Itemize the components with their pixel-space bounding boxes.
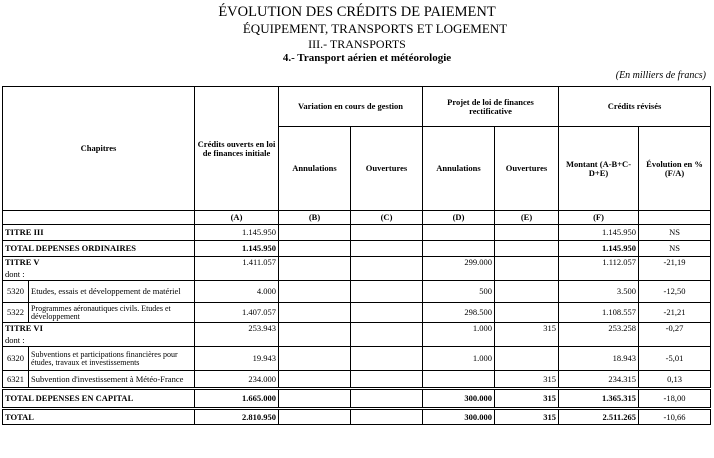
credits-table xyxy=(2,86,711,425)
letter-g xyxy=(639,211,711,225)
table-row: 5320 Etudes, essais et développement de matériel 4.000 500 3.500 -12,50 xyxy=(3,281,711,303)
header-chapitres: Chapitres xyxy=(3,87,195,211)
table-row: TITRE VI 253.943 1.000 315 253.258 -0,27 xyxy=(3,323,711,335)
table-row: TOTAL DEPENSES EN CAPITAL 1.665.000 300.000 315 1.365.315 -18,00 xyxy=(3,389,711,409)
table-row: TOTAL DEPENSES ORDINAIRES 1.145.950 1.145.950 NS xyxy=(3,241,711,257)
header-projet: Projet de loi de finances rectificative xyxy=(423,87,559,127)
header-annulations-b: Annulations xyxy=(279,127,351,211)
section-title: III.- TRANSPORTS xyxy=(308,37,406,51)
table-row: TITRE III 1.145.950 1.145.950 NS xyxy=(3,225,711,241)
table-row: dont : xyxy=(3,335,711,347)
header-montant: Montant (A-B+C-D+E) xyxy=(559,127,639,211)
page-title: ÉVOLUTION DES CRÉDITS DE PAIEMENT xyxy=(218,4,496,20)
table-row: 5322 Programmes aéronautiques civils. Etudes et développement 1.407.057 298.500 1.108.557 -21,21 xyxy=(3,303,711,323)
letter-a: (A) xyxy=(195,211,279,225)
header-ouvertures-e: Ouvertures xyxy=(495,127,559,211)
header-annulations-d: Annulations xyxy=(423,127,495,211)
header-chapitres-letter xyxy=(3,211,195,225)
table-row: TOTAL 2.810.950 300.000 315 2.511.265 -10,66 xyxy=(3,409,711,425)
header-ouvertures-c: Ouvertures xyxy=(351,127,423,211)
letter-f: (F) xyxy=(559,211,639,225)
header-variation: Variation en cours de gestion xyxy=(279,87,423,127)
letter-c: (C) xyxy=(351,211,423,225)
unit-note: (En milliers de francs) xyxy=(615,70,706,81)
ministry-subtitle: ÉQUIPEMENT, TRANSPORTS ET LOGEMENT xyxy=(242,21,508,36)
header-credits-ouverts: Crédits ouverts en loi de finances initiale xyxy=(195,87,279,211)
letter-e: (E) xyxy=(495,211,559,225)
header-credits-revises: Crédits révisés xyxy=(559,87,711,127)
table-row: 6320 Subventions et participations financières pour études, travaux et investissements 19.943 1.000 18.943 -5,01 xyxy=(3,347,711,371)
table-row: dont : xyxy=(3,269,711,281)
letter-d: (D) xyxy=(423,211,495,225)
header-evolution: Évolution en % (F/A) xyxy=(639,127,711,211)
table-row: 6321 Subvention d'investissement à Météo-France 234.000 315 234.315 0,13 xyxy=(3,371,711,389)
subsection-title: 4.- Transport aérien et météorologie xyxy=(282,52,452,64)
letter-b: (B) xyxy=(279,211,351,225)
table-row: TITRE V 1.411.057 299.000 1.112.057 -21,19 xyxy=(3,257,711,269)
